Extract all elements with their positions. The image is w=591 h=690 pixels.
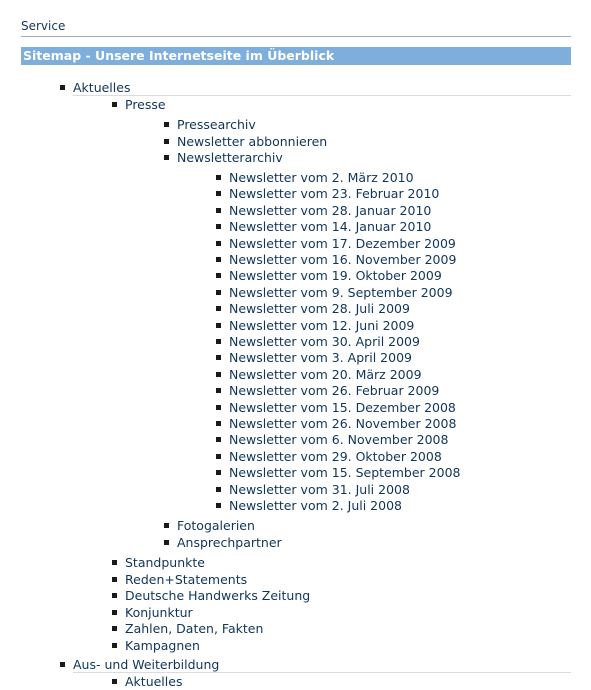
newsletter-archive-link[interactable]: Newsletter vom 15. Dezember 2008 [229, 400, 456, 415]
square-bullet-icon [216, 487, 221, 492]
square-bullet-icon [216, 241, 221, 246]
sitemap-item-presse[interactable]: Presse [125, 97, 166, 112]
sitemap-item-aktuelles-child[interactable]: Deutsche Handwerks Zeitung [125, 588, 311, 603]
sitemap-item-presse-child[interactable]: Fotogalerien [177, 518, 255, 533]
breadcrumb-divider [21, 36, 571, 37]
page-title: Sitemap - Unsere Internetseite im Überblick [21, 47, 571, 65]
newsletter-archive-link[interactable]: Newsletter vom 16. November 2009 [229, 252, 457, 267]
breadcrumb-service-link[interactable]: Service [21, 19, 66, 33]
sitemap-item-presse-child[interactable]: Ansprechpartner [177, 535, 282, 550]
square-bullet-icon [216, 175, 221, 180]
square-bullet-icon [216, 470, 221, 475]
newsletter-archive-link[interactable]: Newsletter vom 12. Juni 2009 [229, 318, 415, 333]
sitemap-item-aus-weiterbildung-child[interactable]: Aktuelles [125, 674, 183, 689]
square-bullet-icon [216, 421, 221, 426]
square-bullet-icon [112, 679, 117, 684]
sitemap-item-aus-weiterbildung[interactable]: Aus- und Weiterbildung [73, 657, 220, 672]
square-bullet-icon [216, 208, 221, 213]
newsletter-archive-link[interactable]: Newsletter vom 9. September 2009 [229, 285, 453, 300]
square-bullet-icon [216, 405, 221, 410]
newsletter-archive-link[interactable]: Newsletter vom 23. Februar 2010 [229, 186, 440, 201]
newsletter-archive-link[interactable]: Newsletter vom 15. September 2008 [229, 465, 461, 480]
square-bullet-icon [216, 290, 221, 295]
sitemap-item-presse-child[interactable]: Newsletterarchiv [177, 150, 283, 165]
square-bullet-icon [60, 662, 65, 667]
square-bullet-icon [164, 155, 169, 160]
square-bullet-icon [112, 643, 117, 648]
square-bullet-icon [216, 323, 221, 328]
square-bullet-icon [112, 610, 117, 615]
sitemap-item-aktuelles-child[interactable]: Kampagnen [125, 638, 200, 653]
square-bullet-icon [112, 577, 117, 582]
sitemap-item-aktuelles-child[interactable]: Zahlen, Daten, Fakten [125, 621, 264, 636]
sitemap-separator [73, 95, 571, 96]
square-bullet-icon [216, 388, 221, 393]
newsletter-archive-link[interactable]: Newsletter vom 30. April 2009 [229, 334, 420, 349]
square-bullet-icon [216, 437, 221, 442]
square-bullet-icon [164, 122, 169, 127]
newsletter-archive-link[interactable]: Newsletter vom 28. Januar 2010 [229, 203, 432, 218]
square-bullet-icon [216, 503, 221, 508]
square-bullet-icon [216, 339, 221, 344]
sitemap-item-presse-child[interactable]: Newsletter abbonnieren [177, 134, 328, 149]
square-bullet-icon [216, 372, 221, 377]
newsletter-archive-link[interactable]: Newsletter vom 26. Februar 2009 [229, 383, 440, 398]
square-bullet-icon [164, 523, 169, 528]
square-bullet-icon [112, 626, 117, 631]
newsletter-archive-link[interactable]: Newsletter vom 2. März 2010 [229, 170, 414, 185]
newsletter-archive-link[interactable]: Newsletter vom 29. Oktober 2008 [229, 449, 442, 464]
sitemap-item-aktuelles-child[interactable]: Reden+Statements [125, 572, 248, 587]
newsletter-archive-link[interactable]: Newsletter vom 20. März 2009 [229, 367, 422, 382]
square-bullet-icon [164, 139, 169, 144]
square-bullet-icon [216, 224, 221, 229]
square-bullet-icon [216, 273, 221, 278]
square-bullet-icon [164, 540, 169, 545]
square-bullet-icon [216, 191, 221, 196]
sitemap-item-aktuelles-child[interactable]: Standpunkte [125, 555, 205, 570]
square-bullet-icon [216, 355, 221, 360]
newsletter-archive-link[interactable]: Newsletter vom 14. Januar 2010 [229, 219, 432, 234]
square-bullet-icon [60, 85, 65, 90]
sitemap-separator [73, 672, 571, 673]
square-bullet-icon [112, 593, 117, 598]
sitemap-item-aktuelles[interactable]: Aktuelles [73, 80, 131, 95]
square-bullet-icon [216, 306, 221, 311]
square-bullet-icon [216, 257, 221, 262]
square-bullet-icon [112, 102, 117, 107]
newsletter-archive-link[interactable]: Newsletter vom 28. Juli 2009 [229, 301, 410, 316]
newsletter-archive-link[interactable]: Newsletter vom 17. Dezember 2009 [229, 236, 456, 251]
square-bullet-icon [216, 454, 221, 459]
newsletter-archive-link[interactable]: Newsletter vom 2. Juli 2008 [229, 498, 402, 513]
newsletter-archive-link[interactable]: Newsletter vom 6. November 2008 [229, 432, 449, 447]
newsletter-archive-link[interactable]: Newsletter vom 19. Oktober 2009 [229, 268, 442, 283]
square-bullet-icon [112, 560, 117, 565]
newsletter-archive-link[interactable]: Newsletter vom 3. April 2009 [229, 350, 412, 365]
sitemap-item-presse-child[interactable]: Pressearchiv [177, 117, 256, 132]
newsletter-archive-link[interactable]: Newsletter vom 31. Juli 2008 [229, 482, 410, 497]
sitemap-item-aktuelles-child[interactable]: Konjunktur [125, 605, 193, 620]
newsletter-archive-link[interactable]: Newsletter vom 26. November 2008 [229, 416, 457, 431]
